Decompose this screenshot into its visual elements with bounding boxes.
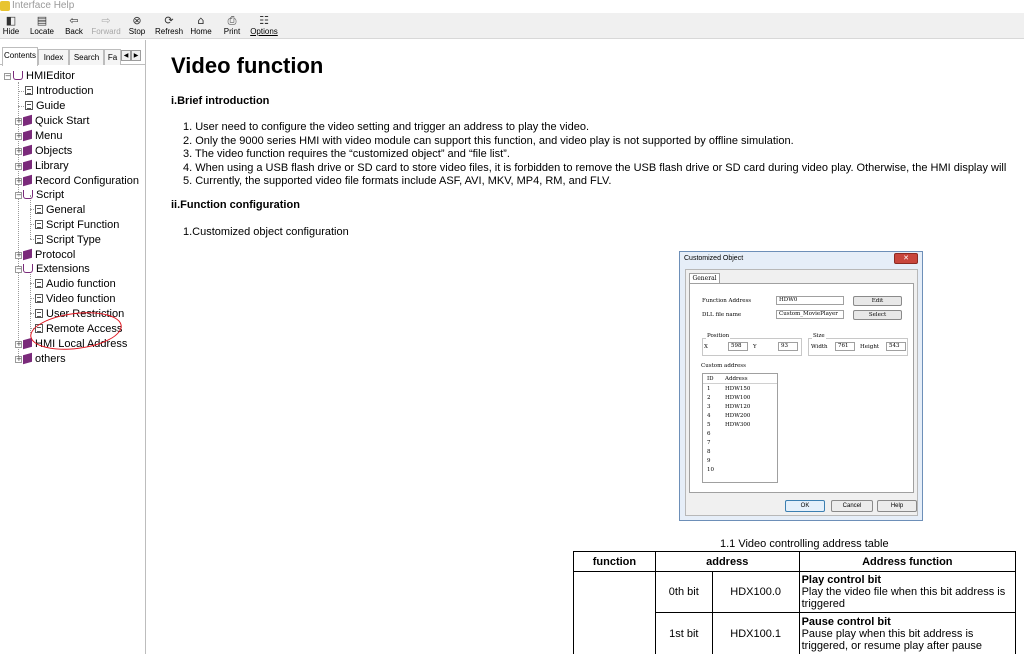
page-icon [25,86,33,95]
stop-button[interactable]: ⊗ Stop [128,14,146,36]
locate-button[interactable]: ▤ Locate [29,14,55,36]
page-icon [35,205,43,214]
tree-item-objects[interactable]: Objects [23,144,72,158]
tab-favorites[interactable]: Fa [104,49,121,65]
table-header-row [574,552,1016,572]
bit-cell: 1st bit [655,613,712,654]
open-book-icon [23,190,33,199]
table-caption: 1.1 Video controlling address table [720,538,889,550]
title-bar [0,0,1024,13]
collapse-icon[interactable]: − [16,191,22,199]
options-icon: ☷ [259,14,269,27]
address-cell: HDX100.1 [712,613,799,654]
tree-item-script[interactable]: Script [23,188,64,202]
window-title: Interface Help [12,0,75,11]
tree-item-library[interactable]: Library [23,159,69,173]
tab-scroll-right-icon[interactable]: ▶ [131,50,141,61]
tree-item-extensions[interactable]: Extensions [23,262,90,276]
tree-item-script-function[interactable]: Script Function [35,218,119,232]
height-label: Height [860,344,880,350]
address-function-cell [799,613,1015,654]
hide-icon: ◧ [5,14,17,27]
expand-icon[interactable]: + [16,147,22,155]
bit-cell: 0th bit [655,572,712,613]
dialog-panel [689,283,914,493]
intro-item-4: 4. When using a USB flash drive or SD card to store video files, it is forbidden to remove the USB flash drive or SD card during video play. Otherwise, the HMI display will [183,161,1007,174]
back-button[interactable]: ⇦ Back [63,14,85,38]
expand-icon[interactable]: + [16,251,22,259]
height-field: 543 [886,342,906,351]
dll-file-name-field: Custom_MoviePlayer [776,310,844,319]
book-icon [23,175,32,186]
tree-item-general[interactable]: General [35,203,85,217]
page-icon [35,235,43,244]
y-field: 93 [778,342,798,351]
nav-tabs [0,47,146,65]
locate-icon: ▤ [36,14,48,27]
list-item: 6 [707,431,711,437]
custom-address-label: Custom address [701,363,746,369]
refresh-icon: ⟳ [164,14,174,27]
dialog-tab-general: General [689,273,720,284]
page-icon [35,294,43,303]
table-row [574,572,1016,613]
forward-arrow-icon: ⇨ [101,14,111,27]
list-item: 5 HDW300 [707,422,751,428]
header-address-function: Address function [799,552,1015,572]
expand-icon[interactable]: + [16,162,22,170]
intro-item-5: 5. Currently, the supported video file formats include ASF, AVI, MKV, MP4, RM, and FLV. [183,175,612,187]
x-label: X [704,344,708,350]
tree-item-hmi-local-address[interactable]: HMI Local Address [23,337,127,351]
position-label: Position [707,333,730,339]
print-icon: ⎙ [227,14,237,27]
list-header: ID Address [703,375,777,384]
list-item: 7 [707,440,711,446]
cancel-button: Cancel [831,500,873,512]
expand-icon[interactable]: + [16,177,22,185]
address-cell: HDX100.0 [712,572,799,613]
page-title: Video function [171,53,324,78]
tree-item-audio-function[interactable]: Audio function [35,277,116,291]
tree-item-user-restriction[interactable]: User Restriction [35,307,124,321]
header-function: function [574,552,656,572]
home-button[interactable]: ⌂ Home [190,14,212,36]
address-function-cell [799,572,1015,613]
edit-button: Edit [853,296,902,306]
x-field: 598 [728,342,748,351]
forward-button[interactable]: ⇨ Forward [91,14,121,36]
page-icon [25,101,33,110]
list-item: 1 HDW150 [707,386,751,392]
refresh-button[interactable]: ⟳ Refresh [155,14,184,36]
expand-icon[interactable]: + [16,117,22,125]
custom-address-list [702,373,778,483]
dialog-body [685,269,918,516]
cell-title: Play control bit [801,574,882,586]
y-label: Y [753,344,757,350]
collapse-icon[interactable]: − [5,72,11,80]
book-icon [23,130,32,141]
tab-contents[interactable]: Contents [2,47,38,66]
tree-item-protocol[interactable]: Protocol [23,248,75,262]
page-icon [35,220,43,229]
navigation-pane [0,40,146,654]
book-icon [23,249,32,260]
collapse-icon[interactable]: − [16,265,22,273]
cell-description: Pause play when this bit address is triggered, or resume play after pause [801,627,982,652]
list-item: 8 [707,449,711,455]
subheading-customized-object: 1.Customized object configuration [183,226,349,238]
hide-button[interactable]: ◧ Hide [2,14,20,36]
open-book-icon [13,71,23,80]
tree-item-record-configuration[interactable]: Record Configuration [23,174,139,188]
expand-icon[interactable]: + [16,355,22,363]
book-icon [23,115,32,126]
tree-item-quick-start[interactable]: Quick Start [23,114,89,128]
home-icon: ⌂ [197,14,205,27]
print-button[interactable]: ⎙ Print [223,14,241,36]
tree-item-introduction[interactable]: Introduction [25,84,93,98]
address-table [573,551,1016,654]
cell-title: Pause control bit [801,615,891,628]
book-icon [23,145,32,156]
tree-item-others[interactable]: others [23,352,66,366]
customized-object-dialog-screenshot [679,251,923,521]
list-item: 9 [707,458,711,464]
width-field: 761 [835,342,855,351]
intro-item-1: 1. User need to configure the video setting and trigger an address to play the video. [183,121,590,133]
tab-scroll-left-icon[interactable]: ◀ [121,50,131,61]
tree-item-guide[interactable]: Guide [25,99,65,113]
header-address: address [655,552,799,572]
list-item: 2 HDW100 [707,395,751,401]
expand-icon[interactable]: + [16,340,22,348]
function-address-field: HDW0 [776,296,844,305]
intro-item-3: 3. The video function requires the “customized object” and “file list”. [183,148,510,160]
section-heading-intro: i.Brief introduction [171,95,270,107]
page-icon [35,279,43,288]
ok-button: OK [785,500,825,512]
cell-description: Play the video file when this bit address is triggered [801,586,1006,610]
tree-item-video-function[interactable]: Video function [35,292,116,306]
page-icon [35,309,43,318]
list-item: 4 HDW200 [707,413,751,419]
width-label: Width [811,344,828,350]
function-address-label: Function Address [702,298,752,304]
section-heading-config: ii.Function configuration [171,199,300,211]
tree-item-menu[interactable]: Menu [23,129,63,143]
toolbar [0,13,1024,39]
stop-icon: ⊗ [132,14,142,27]
list-item: 3 HDW120 [707,404,751,410]
close-icon: ✕ [894,253,918,264]
back-arrow-icon: ⇦ [69,14,79,27]
select-button: Select [853,310,902,320]
open-book-icon [23,264,33,273]
tree-item-script-type[interactable]: Script Type [35,233,101,247]
tab-index[interactable]: Index [38,49,69,65]
list-item: 10 [707,467,714,473]
function-cell [574,572,656,654]
tree-item-remote-access[interactable]: Remote Access [35,322,122,336]
app-icon [0,1,10,11]
dialog-title: Customized Object [684,255,744,262]
tree-item-hmieditor[interactable]: HMIEditor [13,69,75,83]
size-label: Size [813,333,825,339]
expand-icon[interactable]: + [16,132,22,140]
help-button: Help [877,500,917,512]
book-icon [23,160,32,171]
help-content [153,40,1024,654]
dll-file-name-label: DLL file name [702,312,742,318]
intro-item-2: 2. Only the 9000 series HMI with video module can support this function, and video play is not supported by offline simulation. [183,134,794,147]
book-icon [23,353,32,364]
tab-search[interactable]: Search [69,49,104,65]
options-button[interactable]: ☷ Options [250,14,278,36]
